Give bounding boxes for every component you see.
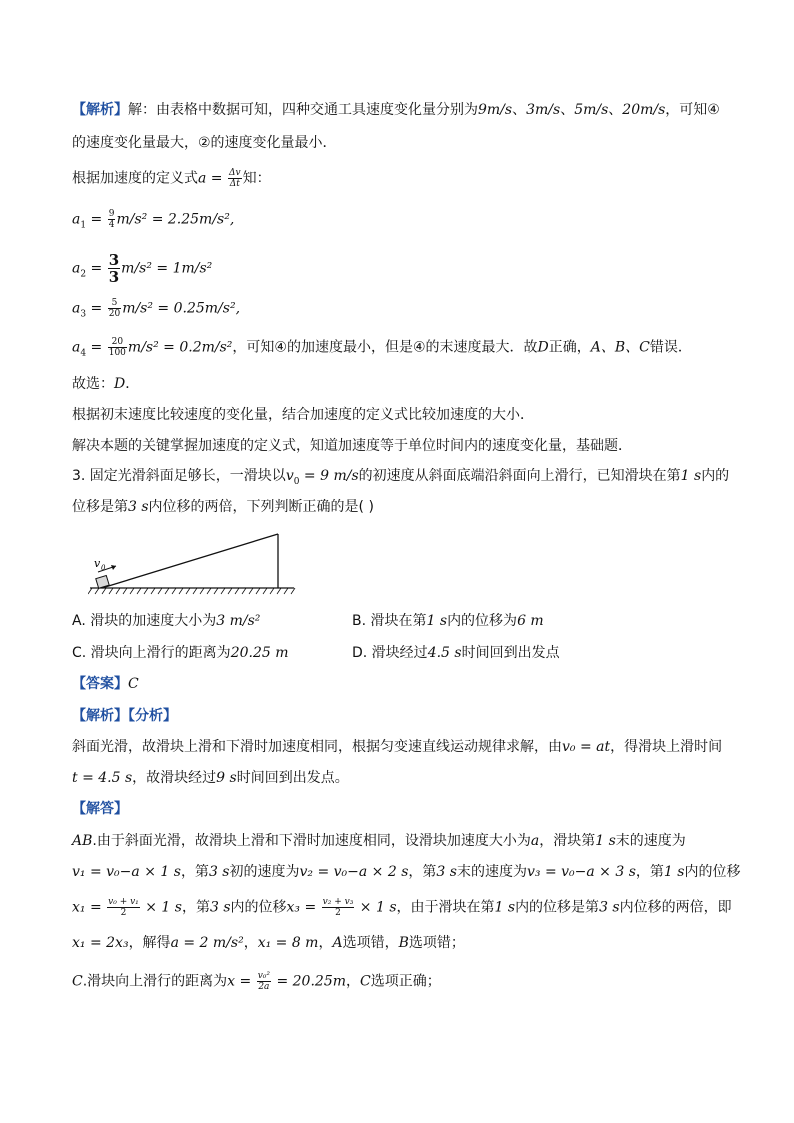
analysis-line-2: 的速度变化量最大，②的速度变化量最小． <box>72 135 337 151</box>
question-3-line-1 <box>72 466 729 492</box>
text: ，第 <box>635 864 664 880</box>
text: 选项错； <box>408 935 465 951</box>
var: a <box>530 833 540 849</box>
text: ， <box>318 935 333 951</box>
a4-line <box>72 337 692 363</box>
text: 故选： <box>72 376 114 392</box>
text: ，可知④的加速度最小，但是④的末速度最大．故 <box>232 339 538 356</box>
value: 3 s <box>436 864 457 880</box>
var: a <box>72 339 81 356</box>
eq: = <box>86 211 107 228</box>
jieda-line-2 <box>72 862 740 882</box>
den: 20 <box>108 309 121 319</box>
text: 选项正确； <box>370 973 441 990</box>
jieda-header <box>72 799 128 819</box>
value: 3 s <box>128 499 149 515</box>
value: 9 s <box>216 770 237 786</box>
value: 1 s <box>595 833 616 849</box>
text: ，滑块第 <box>539 833 596 849</box>
formula: × 1 s <box>355 899 397 916</box>
num: v₂ + v₃ <box>322 897 354 907</box>
var: a <box>72 260 81 277</box>
text: 根据加速度的定义式 <box>72 170 198 187</box>
text: B. 滑块在第 <box>352 613 427 629</box>
fraction <box>108 298 121 319</box>
fenxi-tag: 【分析】 <box>128 708 177 724</box>
fraction <box>257 971 271 992</box>
value: 1 s <box>426 613 448 629</box>
num: 3 <box>108 251 120 269</box>
fraction <box>107 897 140 918</box>
text: 末的速度为 <box>456 864 527 880</box>
var: a <box>72 300 81 317</box>
value: 1 s <box>663 864 685 880</box>
fenxi-line-2 <box>72 768 349 788</box>
value: 3 s <box>209 899 231 916</box>
den: Δt <box>229 179 240 189</box>
text: 内的 <box>701 468 730 484</box>
text: 3. 固定光滑斜面足够长，一滑块以 <box>72 468 286 484</box>
den: 2 <box>120 908 127 918</box>
den: 2 <box>335 908 341 918</box>
analysis-tag: 【解析】 <box>72 708 128 724</box>
option-letter: C <box>72 973 83 990</box>
den: 100 <box>108 348 126 358</box>
fenxi-line-1 <box>72 737 722 757</box>
text: ， <box>346 973 361 990</box>
analysis-tag: 【解析】 <box>72 102 128 118</box>
analysis-line-1 <box>72 100 720 120</box>
option-d[interactable] <box>352 643 560 663</box>
option-b[interactable] <box>352 611 544 631</box>
text: 选项错， <box>342 935 399 951</box>
text: ， <box>243 935 258 951</box>
formula: v₁ = v₀−a × 1 s <box>72 864 181 880</box>
text: ，第 <box>408 864 437 880</box>
fraction <box>108 337 127 358</box>
value: 20.25 m <box>230 645 289 661</box>
option-c[interactable] <box>72 643 289 663</box>
num: 5 <box>108 298 121 309</box>
num: 20 <box>108 337 127 348</box>
den: 3 <box>108 268 120 286</box>
a1-line <box>72 209 234 235</box>
sub: 0 <box>293 476 300 487</box>
text: ，由于滑块在第 <box>396 899 495 916</box>
formula: a = 2 m/s² <box>170 935 244 951</box>
text: ，得滑块上滑时间 <box>610 739 723 755</box>
value: 1 s <box>494 899 516 916</box>
formula: x₁ = 8 m <box>257 935 319 951</box>
question-3-line-2 <box>72 497 374 517</box>
summary-line-2: 解决本题的关键掌握加速度的定义式，知道加速度等于单位时间内的速度变化量，基础题． <box>72 438 632 454</box>
sub: 3 <box>80 309 87 320</box>
rhs: m/s² = 2.25m/s², <box>116 211 235 228</box>
den: 4 <box>108 220 115 230</box>
formula: x = <box>227 973 256 990</box>
answer-tag: 【答案】 <box>72 676 128 692</box>
text: 时间回到出发点。 <box>236 770 349 786</box>
text: 知： <box>242 170 271 187</box>
text: A. 滑块的加速度大小为 <box>72 613 217 629</box>
formula: t = 4.5 s <box>72 770 133 786</box>
text: 内位移的两倍，下列判断正确的是( ) <box>148 499 374 515</box>
var: a <box>72 211 81 228</box>
var: v <box>285 468 294 484</box>
text: 初的速度为 <box>229 864 300 880</box>
option-letter: C <box>360 973 371 990</box>
text: C. 滑块向上滑行的距离为 <box>72 645 231 661</box>
sub: 4 <box>80 348 87 359</box>
formula: x₁ = <box>72 899 107 916</box>
sep: 、 <box>512 102 527 118</box>
text: 内的位移为 <box>447 613 518 629</box>
formula: a = <box>198 170 227 187</box>
den: 2a <box>258 982 270 992</box>
text: 内的位移是第 <box>515 899 600 916</box>
incline-figure <box>88 530 300 600</box>
formula: x₁ = 2x₃ <box>72 935 129 951</box>
rhs: m/s² = 0.2m/s² <box>127 339 233 356</box>
text: D. 滑块经过 <box>352 645 428 661</box>
analysis-header <box>72 706 177 726</box>
option-letter: A <box>332 935 343 951</box>
fraction <box>108 209 116 230</box>
eq: = <box>86 260 107 277</box>
value: 3 m/s² <box>216 613 261 629</box>
option-letter: B <box>398 935 409 951</box>
text: 内的位移 <box>684 864 741 880</box>
definition-line <box>72 168 271 189</box>
value: 4.5 s <box>427 645 462 661</box>
text: 内的位移 <box>230 899 287 916</box>
jieda-line-4 <box>72 933 465 953</box>
option-a[interactable] <box>72 611 260 631</box>
velocity-label: v <box>94 557 101 570</box>
option-letters: A、B、C <box>590 339 650 356</box>
choice-line <box>72 374 139 394</box>
value: = 9 m/s <box>299 468 359 484</box>
text: 正确， <box>548 339 591 356</box>
answer-value: C <box>128 676 139 692</box>
text: 的初速度从斜面底端沿斜面向上滑行，已知滑块在第 <box>358 468 681 484</box>
rhs: m/s² = 0.25m/s², <box>122 300 241 317</box>
text: ，故滑块经过 <box>132 770 217 786</box>
num: v₀² <box>257 971 271 981</box>
answer-line <box>72 674 139 694</box>
incline-line <box>102 534 278 588</box>
text: .由于斜面光滑，故滑块上滑和下滑时加速度相同，设滑块加速度大小为 <box>92 833 531 849</box>
text: ，第 <box>181 899 210 916</box>
summary-line-1: 根据初末速度比较速度的变化量，结合加速度的定义式比较加速度的大小． <box>72 407 534 423</box>
value-4: 20m/s <box>622 102 666 118</box>
text: 内位移的两倍，即 <box>619 899 732 916</box>
sep: 、 <box>608 102 623 118</box>
eq: = <box>86 300 107 317</box>
formula: v₂ = v₀−a × 2 s <box>299 864 409 880</box>
text: 解：由表格中数据可知，四种交通工具速度变化量分别为 <box>128 102 478 118</box>
text: 斜面光滑，故滑块上滑和下滑时加速度相同，根据匀变速直线运动规律求解，由 <box>72 739 562 755</box>
ground-hatch <box>88 588 295 594</box>
text: 末的速度为 <box>615 833 686 849</box>
option-letter: D <box>537 339 549 356</box>
text: ，第 <box>180 864 209 880</box>
value: 3 s <box>599 899 620 916</box>
sep: 、 <box>560 102 575 118</box>
text: .滑块向上滑行的距离为 <box>82 973 228 990</box>
jieda-tag: 【解答】 <box>72 801 128 817</box>
eq: = <box>86 339 107 356</box>
text: 位移是第 <box>72 499 128 515</box>
text: ． <box>125 376 140 392</box>
text: ，可知④ <box>665 102 720 118</box>
num: Δv <box>228 168 241 178</box>
jieda-line-5 <box>72 971 441 992</box>
formula: x₃ = <box>286 899 321 916</box>
num: 9 <box>108 209 115 219</box>
jieda-line-1 <box>72 831 686 851</box>
fraction <box>322 897 355 918</box>
formula: × 1 s <box>140 899 182 916</box>
value-3: 5m/s <box>574 102 609 118</box>
velocity-label-sub: 0 <box>101 564 106 572</box>
text: 错误． <box>649 339 692 356</box>
rhs: m/s² = 1m/s² <box>121 260 213 277</box>
fraction <box>228 168 242 189</box>
value: 3 s <box>208 864 230 880</box>
sub: 1 <box>80 220 87 231</box>
value-1: 9m/s <box>478 102 513 118</box>
value: 1 s <box>680 468 702 484</box>
sub: 2 <box>80 269 87 280</box>
choice: D <box>114 376 126 392</box>
option-letters: AB <box>72 833 93 849</box>
fraction <box>108 252 120 285</box>
value: 6 m <box>517 613 544 629</box>
value-2: 3m/s <box>526 102 561 118</box>
text: ，解得 <box>128 935 171 951</box>
text: 时间回到出发点 <box>461 645 560 661</box>
a3-line <box>72 298 240 324</box>
num: v₀ + v₁ <box>108 897 139 907</box>
formula: v₀ = at <box>562 739 611 755</box>
a2-line <box>72 252 212 285</box>
jieda-line-3 <box>72 897 732 918</box>
formula: = 20.25m <box>272 973 347 990</box>
formula: v₃ = v₀−a × 3 s <box>526 864 636 880</box>
